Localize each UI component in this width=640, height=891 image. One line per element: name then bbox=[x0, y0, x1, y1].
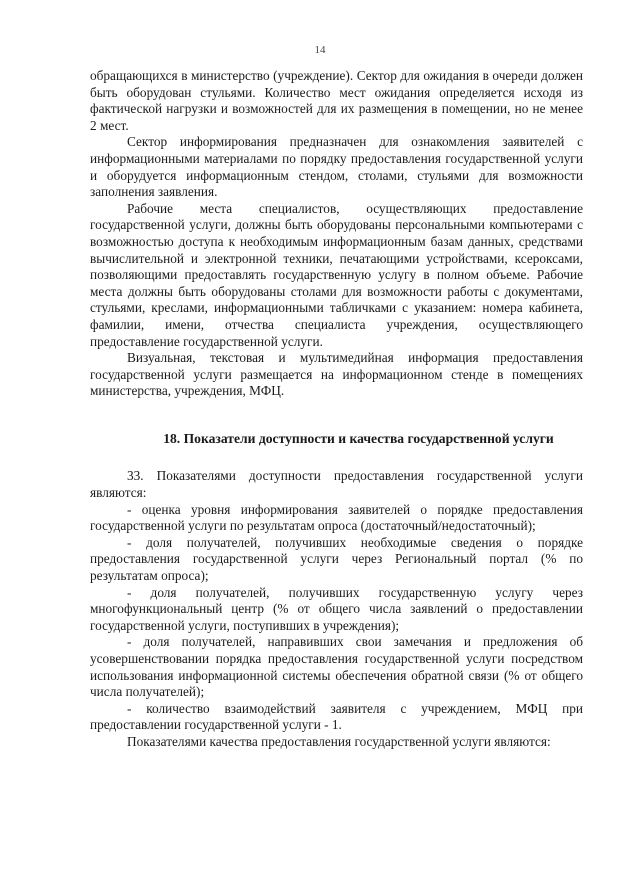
paragraph-quality-intro: Показателями качества предоставления государственной услуги являются: bbox=[127, 733, 551, 749]
paragraph-availability-intro: 33. Показателями доступности предоставления государственной услуги являются: bbox=[90, 468, 583, 501]
list-item-mfc-share: - доля получателей, получивших государственную услугу через многофункциональный центр (% от общего числа заявлений о предоставлении государственной услуги, поступивших в учреждения); bbox=[90, 584, 583, 633]
page-number: 14 bbox=[314, 44, 326, 56]
paragraph-waiting-sector: обращающихся в министерство (учреждение). Сектор для ожидания в очереди должен быть оборудован стульями. Количество мест ожидания определяется исходя из фактической нагрузки и возможностей для их размещения в помещении, но не менее 2 мест. bbox=[90, 68, 583, 133]
section-heading: 18. Показатели доступности и качества государственной услуги bbox=[163, 430, 554, 446]
page-content bbox=[90, 68, 583, 751]
list-item-interactions-count: - количество взаимодействий заявителя с учреждением, МФЦ при предоставлении государственной услуги - 1. bbox=[90, 700, 583, 733]
paragraph-workplaces: Рабочие места специалистов, осуществляющих предоставление государственной услуги, должны быть оборудованы персональными компьютерами с возможностью доступа к необходимым информационным базам данных, средствами вычислительной и электронной техники, печатающими устройствами, ксероксами, позволяющими предоставлять государственную услугу в полном объеме. Рабочие места должны быть оборудованы столами для возможности работы с документами, стульями, креслами, информационными табличками с указанием: номера кабинета, фамилии, имени, отчества специалиста учреждения, осуществляющего предоставление государственной услуги. bbox=[90, 200, 583, 349]
paragraph-information-sector: Сектор информирования предназначен для ознакомления заявителей с информационными материалами по порядку предоставления государственной услуги и оборудуется информационным стендом, столами, стульями для возможности заполнения заявления. bbox=[90, 134, 583, 200]
list-item-information-level: - оценка уровня информирования заявителей о порядке предоставления государственной услуги по результатам опроса (достаточный/недостаточный); bbox=[90, 501, 583, 534]
list-item-regional-portal: - доля получателей, получивших необходимые сведения о порядке предоставления государственной услуги через Региональный портал (% по результатам опроса); bbox=[90, 534, 583, 584]
paragraph-visual-information: Визуальная, текстовая и мультимедийная информация предоставления государственной услуги размещается на информационном стенде в помещениях министерства, учреждения, МФЦ. bbox=[90, 350, 583, 399]
list-item-feedback-share: - доля получателей, направивших свои замечания и предложения об усовершенствовании порядка предоставления государственной услуги посредством использования информационной системы обеспечения обратной связи (% от общего числа получателей); bbox=[90, 634, 583, 700]
